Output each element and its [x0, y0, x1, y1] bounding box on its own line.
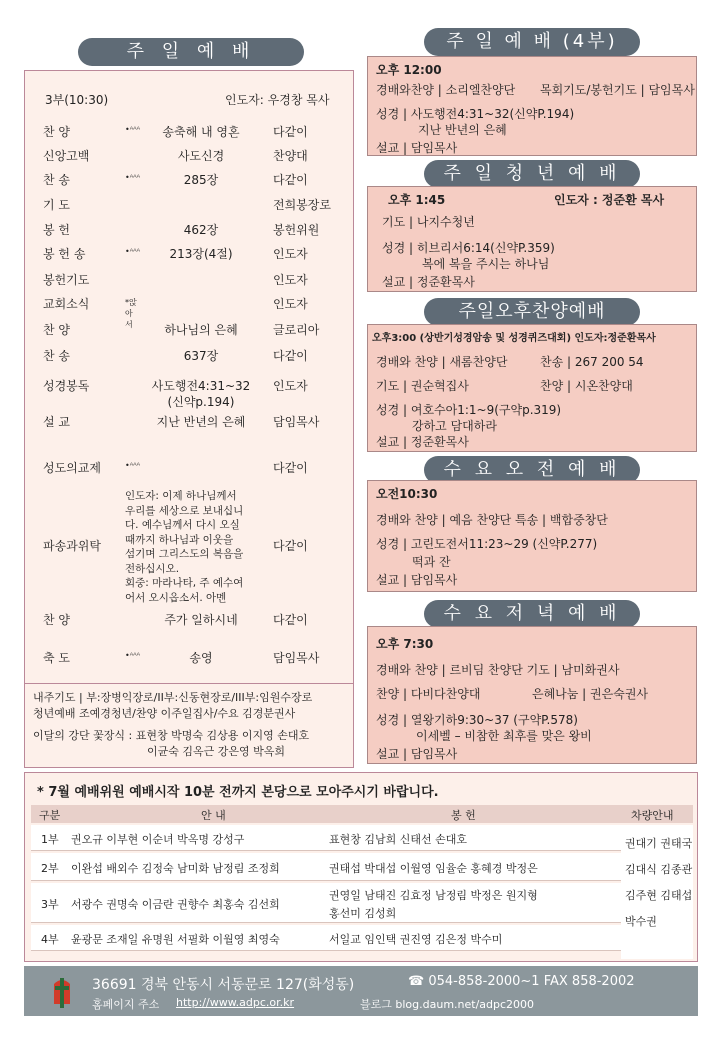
order-item: 찬 양 [43, 613, 70, 627]
order-content: 송영 [189, 651, 213, 665]
order-content-2: (신약p.194) [167, 395, 235, 409]
car-line: 김대식 김종관 [625, 863, 693, 876]
r5-l1: 경배와 찬양 | 르비딤 찬양단 기도 | 남미화권사 [376, 663, 620, 677]
car-line: 박수권 [625, 915, 657, 928]
r2-l1: 기도 | 나지수청년 [382, 215, 475, 229]
left-title: 주 일 예 배 [78, 38, 304, 66]
service-leader: 인도자: 우경창 목사 [225, 93, 330, 107]
r2-l4: 설교 | 정준환목사 [382, 275, 475, 289]
r2-title: 주 일 청 년 예 배 [424, 160, 640, 188]
row-guide: 윤광문 조재일 유명원 서필화 이월영 최영숙 [71, 933, 280, 946]
footer-blog[interactable]: 블로그 blog.daum.net/adpc2000 [360, 998, 535, 1011]
order-mark: •ᴬᴬᴬ [125, 125, 141, 134]
r3-box [367, 324, 697, 452]
r1-l2: 성경 | 사도행전4:31~32(신약P.194) [376, 107, 575, 121]
order-item: 신앙고백 [43, 149, 90, 163]
footer-home-label: 홈페이지 주소 [92, 998, 160, 1011]
note-flowers-2: 이균숙 김옥근 강은영 박옥희 [147, 745, 286, 758]
order-item: 성경봉독 [43, 379, 90, 393]
footer-address: 36691 경북 안동시 서동문로 127(화성동) [92, 977, 355, 993]
r1-box [367, 56, 697, 156]
order-mark: •ᴬᴬᴬ [125, 247, 141, 256]
r3-l2: 기도 | 권순혁집사 [376, 379, 469, 393]
row-offering: 권태섭 박대섭 이월영 임율순 홍혜경 박정은 [329, 862, 538, 875]
r5-time: 오후 7:30 [376, 637, 434, 651]
sunday-order-box [24, 70, 354, 684]
r1-l1: 경배와찬양 | 소리엘찬양단 [376, 83, 516, 97]
order-content: 285장 [183, 173, 219, 187]
header-group: 구분 [39, 809, 61, 822]
order-person: 다같이 [273, 173, 308, 187]
r1-time: 오후 12:00 [376, 63, 442, 77]
order-mark: •ᴬᴬᴬ [125, 461, 141, 470]
order-person: 인도자 [273, 379, 308, 393]
order-item: 찬 양 [43, 125, 70, 139]
order-item: 교회소식 [43, 297, 90, 311]
order-content: 사도행전4:31~32 [151, 379, 251, 393]
r3-l2b: 찬양 | 시온찬양대 [540, 379, 633, 393]
order-person: 글로리아 [273, 323, 320, 337]
row-offering: 권영일 남태진 김효정 남정림 박정은 원지형 [329, 889, 538, 902]
order-person: 담임목사 [273, 415, 320, 429]
car-guide [621, 825, 693, 959]
table-row [31, 853, 621, 881]
r4-l2: 성경 | 고린도전서11:23~29 (신약P.277) [376, 537, 598, 551]
sending-text [125, 489, 265, 605]
order-item: 축 도 [43, 651, 70, 665]
order-item: 설 교 [43, 415, 70, 429]
order-content: 사도신경 [177, 149, 225, 163]
order-content: 주가 일하시네 [164, 613, 238, 627]
r3-head: 오후3:00 (상반기성경암송 및 성경퀴즈대회) 인도자:정준환목사 [372, 333, 656, 344]
service-time: 3부(10:30) [45, 93, 109, 107]
order-mark: •ᴬᴬᴬ [125, 651, 141, 660]
order-person: 다같이 [273, 349, 308, 363]
r1-l4: 설교 | 담임목사 [376, 141, 458, 155]
header-offering: 봉 헌 [451, 809, 476, 822]
order-person: 담임목사 [273, 651, 320, 665]
sending-line: 다. 예수님께서 다시 오실 [125, 519, 240, 531]
order-person: 인도자 [273, 273, 308, 287]
order-person: 전희봉장로 [273, 198, 331, 212]
order-content: 213장(4절) [169, 247, 233, 261]
sending-line: 우리를 세상으로 보내십니 [125, 504, 244, 517]
footer-phone: ☎ 054-858-2000~1 FAX 858-2002 [408, 974, 635, 989]
r4-box [367, 480, 697, 592]
order-item: 봉 헌 [43, 223, 70, 237]
row-group: 2부 [41, 862, 59, 875]
order-content: 462장 [183, 223, 219, 237]
order-item: 봉 헌 송 [43, 247, 86, 261]
r5-title: 수 요 저 녁 예 배 [424, 600, 640, 628]
r2-time: 오후 1:45 [388, 193, 446, 207]
r4-time: 오전10:30 [376, 487, 438, 501]
car-line: 김주현 김태섭 [625, 889, 693, 902]
footer-home-link[interactable]: http://www.adpc.or.kr [176, 996, 295, 1009]
order-person: 찬양대 [273, 149, 308, 163]
order-content: 송축해 내 영혼 [162, 125, 240, 139]
committee-box [24, 772, 698, 962]
order-mark: •ᴬᴬᴬ [125, 173, 141, 182]
order-item: 찬 송 [43, 173, 70, 187]
r4-title: 수 요 오 전 예 배 [424, 456, 640, 484]
r2-l3: 복에 복을 주시는 하나님 [422, 257, 550, 271]
row-group: 3부 [41, 898, 59, 911]
table-header [31, 805, 693, 823]
order-mark: *앉아서 [125, 298, 137, 329]
r1-title: 주 일 예 배 (4부) [424, 28, 640, 56]
r4-l4: 설교 | 담임목사 [376, 573, 458, 587]
order-item: 성도의교제 [43, 461, 101, 475]
order-content: 지난 반년의 은혜 [156, 415, 246, 429]
row-offering: 서일교 임인택 권진영 김은정 박수미 [329, 933, 503, 946]
order-content: 하나님의 은혜 [164, 323, 238, 337]
row-group: 4부 [41, 933, 59, 946]
sending-line: 때까지 하나님과 이웃을 [125, 533, 234, 546]
sending-line: 어서 오시옵소서. 아멘 [125, 591, 227, 604]
order-person: 다같이 [273, 539, 308, 553]
sending-line: 전하십시오. [125, 562, 180, 575]
r1-l1b: 목회기도/봉헌기도 | 담임목사 [540, 83, 695, 97]
r5-l2: 찬양 | 다비다찬양대 [376, 687, 481, 701]
footer [24, 966, 698, 1016]
order-person: 봉헌위원 [273, 223, 320, 237]
header-car: 차량안내 [631, 809, 674, 822]
r5-l3: 성경 | 열왕기하9:30~37 (구약P.578) [376, 713, 578, 727]
r3-l5: 설교 | 정준환목사 [376, 435, 469, 449]
r5-l4: 이세벨 – 비참한 최후를 맞은 왕비 [416, 729, 592, 743]
order-item: 찬 송 [43, 349, 70, 363]
r3-l1: 경배와 찬양 | 새롬찬양단 [376, 355, 508, 369]
order-item: 파송과위탁 [43, 539, 101, 553]
row-group: 1부 [41, 833, 59, 846]
r5-l2b: 은혜나눔 | 권은숙권사 [532, 687, 649, 701]
order-item: 찬 양 [43, 323, 70, 337]
r4-l1: 경배와 찬양 | 예음 찬양단 특송 | 백합중창단 [376, 513, 608, 527]
order-content: 637장 [183, 349, 219, 363]
table-row [31, 925, 621, 951]
committee-heading: * 7월 예배위원 예배시작 10분 전까지 본당으로 모아주시기 바랍니다. [37, 785, 439, 800]
note-youth: 청년예배 조예경청년/찬양 이주일집사/수요 김경분권사 [33, 707, 296, 720]
row-guide: 서광수 권명숙 이금란 권향수 최홍숙 김선희 [71, 898, 280, 911]
table-row [31, 883, 621, 923]
note-prayer: 내주기도 | 부:장병익장로/II부:신동현장로/III부:임원수장로 [33, 691, 313, 704]
r2-box [367, 186, 697, 292]
order-item: 기 도 [43, 198, 70, 212]
r3-l3: 성경 | 여호수아1:1~9(구약p.319) [376, 403, 562, 417]
car-line: 권대기 권태국 [625, 837, 693, 850]
r4-l3: 떡과 잔 [412, 555, 451, 569]
r2-leader: 인도자 : 정준환 목사 [554, 193, 665, 207]
sending-line: 섬기며 그리스도의 복음을 [125, 548, 244, 560]
sending-line: 회중: 마라나타, 주 예수여 [125, 577, 244, 589]
order-person: 다같이 [273, 461, 308, 475]
r1-l3: 지난 반년의 은혜 [418, 123, 507, 137]
r3-l1b: 찬송 | 267 200 54 [540, 355, 644, 369]
order-item: 봉헌기도 [43, 273, 90, 287]
header-guide: 안 내 [201, 809, 226, 822]
order-person: 인도자 [273, 247, 308, 261]
r3-l4: 강하고 담대하라 [412, 419, 497, 433]
order-person: 인도자 [273, 297, 308, 311]
r3-title: 주일오후찬양예배 [424, 298, 640, 326]
r5-l5: 설교 | 담임목사 [376, 747, 458, 761]
order-person: 다같이 [273, 125, 308, 139]
row-offering-2: 홍선미 김성희 [329, 907, 397, 920]
order-person: 다같이 [273, 613, 308, 627]
row-guide: 권오규 이부현 이순녀 박옥명 강성구 [71, 833, 245, 846]
r2-l2: 성경 | 히브리서6:14(신약P.359) [382, 241, 555, 255]
row-guide: 이완섭 배외수 김정숙 남미화 남정림 조정희 [71, 862, 280, 875]
church-logo-icon [50, 974, 74, 1010]
table-row [31, 825, 621, 851]
note-flowers: 이달의 강단 꽃장식 : 표현창 박명숙 김상용 이지영 손대호 [33, 729, 310, 742]
row-offering: 표현창 김남희 신태선 손대호 [329, 833, 468, 846]
sending-line: 인도자: 이제 하나님께서 [125, 490, 237, 502]
notes-box [24, 684, 354, 768]
r5-box [367, 626, 697, 764]
